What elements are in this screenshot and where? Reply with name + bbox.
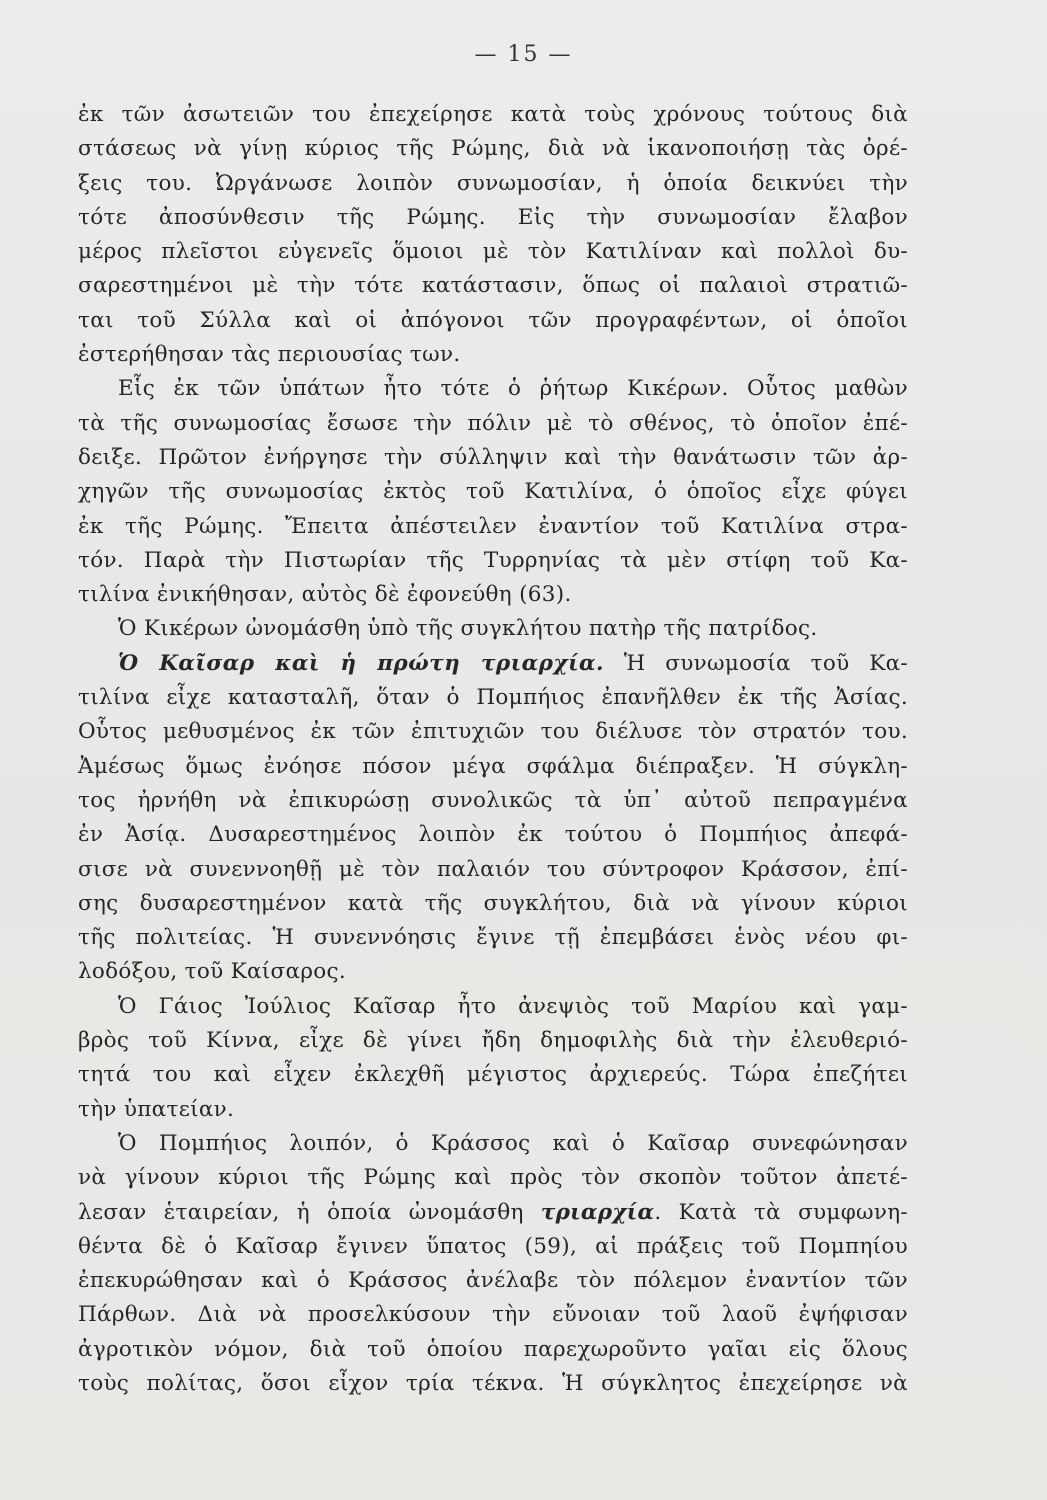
emphasized-term: τριαρχία: [540, 1199, 655, 1225]
text-line: τὴν ὑπατείαν.: [78, 1096, 235, 1122]
text-line: Εἷς ἐκ τῶν ὑπάτων ἦτο τότε ὁ ῥήτωρ Κικέρων. Οὗτος μαθὼν: [118, 376, 908, 402]
body-text: [78, 98, 908, 1401]
text-line: ἐκ τῆς Ρώμης. Ἔπειτα ἀπέστειλεν ἐναντίον τοῦ Κατιλίνα στρα-: [78, 513, 908, 539]
section-heading: Ὁ Καῖσαρ καὶ ἡ πρώτη τριαρχία.: [118, 650, 605, 676]
text-line: ται τοῦ Σύλλα καὶ οἱ ἀπόγονοι τῶν προγραφέντων, οἱ ὁποῖοι: [78, 307, 908, 333]
text-line: τιλίνα εἶχε κατασταλῆ, ὅταν ὁ Πομπήιος ἐπανῆλθεν ἐκ τῆς Ἀσίας.: [78, 685, 908, 711]
text-line: τὰ τῆς συνωμοσίας ἔσωσε τὴν πόλιν μὲ τὸ σθένος, τὸ ὁποῖον ἐπέ-: [78, 410, 908, 436]
text-line: τότε ἀποσύνθεσιν τῆς Ρώμης. Εἰς τὴν συνωμοσίαν ἔλαβον: [78, 204, 908, 230]
text-line: θέντα δὲ ὁ Καῖσαρ ἔγινεν ὕπατος (59), αἱ πράξεις τοῦ Πομπηίου: [78, 1233, 908, 1259]
text-line-with-term: [78, 1196, 908, 1230]
text-line: Ὁ Πομπήιος λοιπόν, ὁ Κράσσος καὶ ὁ Καῖσαρ συνεφώνησαν: [118, 1130, 908, 1156]
text-line: μέρος πλεῖστοι εὐγενεῖς ὅμοιοι μὲ τὸν Κατιλίναν καὶ πολλοὶ δυ-: [78, 239, 908, 265]
text-line: Ὁ Κικέρων ὠνομάσθη ὑπὸ τῆς συγκλήτου πατὴρ τῆς πατρίδος.: [118, 616, 818, 642]
heading-line-text: Ἡ συνωμοσία τοῦ Κα-: [604, 650, 908, 676]
text-line: ἐκ τῶν ἀσωτειῶν του ἐπεχείρησε κατὰ τοὺς χρόνους τούτους διὰ: [78, 102, 908, 127]
text-line: τῆς πολιτείας. Ἡ συνεννόησις ἔγινε τῇ ἐπεμβάσει ἑνὸς νέου φι-: [78, 925, 908, 951]
text-line: δειξε. Πρῶτον ἐνήργησε τὴν σύλληψιν καὶ τὴν θανάτωσιν τῶν ἀρ-: [78, 444, 908, 470]
section-heading-line: [78, 647, 908, 681]
text-line: τοὺς πολίτας, ὅσοι εἶχον τρία τέκνα. Ἡ σύγκλητος ἐπεχείρησε νὰ: [78, 1370, 908, 1396]
text-line: τόν. Παρὰ τὴν Πιστωρίαν τῆς Τυρρηνίας τὰ μὲν στίφη τοῦ Κα-: [78, 547, 908, 573]
text-line: ξεις του. Ὠργάνωσε λοιπὸν συνωμοσίαν, ἡ ὁποία δεικνύει τὴν: [78, 170, 908, 196]
text-line: ἐπεκυρώθησαν καὶ ὁ Κράσσος ἀνέλαβε τὸν πόλεμον ἐναντίον τῶν: [78, 1268, 908, 1294]
text-line: στάσεως νὰ γίνῃ κύριος τῆς Ρώμης, διὰ νὰ ἱκανοποιήσῃ τὰς ὀρέ-: [78, 136, 908, 162]
text-line: λοδόξου, τοῦ Καίσαρος.: [78, 959, 346, 985]
text-line: τητά του καὶ εἶχεν ἐκλεχθῆ μέγιστος ἀρχιερεύς. Τώρα ἐπεζήτει: [78, 1062, 908, 1088]
text-line: χηγῶν τῆς συνωμοσίας ἐκτὸς τοῦ Κατιλίνα, ὁ ὁποῖος εἶχε φύγει: [78, 479, 908, 505]
text-line: σισε νὰ συνεννοηθῇ μὲ τὸν παλαιόν του σύντροφον Κράσσον, ἐπί-: [78, 856, 908, 882]
text-line: τος ἠρνήθη νὰ ἐπικυρώσῃ συνολικῶς τὰ ὑπ᾽ αὐτοῦ πεπραγμένα: [78, 787, 908, 813]
line-text-before-term: λεσαν ἑταιρείαν, ἡ ὁποία ὠνομάσθη: [78, 1199, 524, 1225]
text-line: Ἀμέσως ὅμως ἐνόησε πόσον μέγα σφάλμα διέπραξεν. Ἡ σύγκλη-: [78, 753, 908, 779]
text-line: ἐν Ἀσίᾳ. Δυσαρεστημένος λοιπὸν ἐκ τούτου ὁ Πομπήιος ἀπεφά-: [78, 822, 908, 848]
text-line: Οὗτος μεθυσμένος ἐκ τῶν ἐπιτυχιῶν του διέλυσε τὸν στρατόν του.: [78, 719, 908, 745]
text-line: τιλίνα ἐνικήθησαν, αὐτὸς δὲ ἐφονεύθη (63).: [78, 582, 572, 608]
text-line: Πάρθων. Διὰ νὰ προσελκύσουν τὴν εὔνοιαν τοῦ λαοῦ ἐψήφισαν: [78, 1302, 908, 1328]
text-line: νὰ γίνουν κύριοι τῆς Ρώμης καὶ πρὸς τὸν σκοπὸν τοῦτον ἀπετέ-: [78, 1165, 908, 1191]
page-number: — 15 —: [474, 42, 573, 67]
text-line: βρὸς τοῦ Κίννα, εἶχε δὲ γίνει ἤδη δημοφιλὴς διὰ τὴν ἐλευθεριό-: [78, 1028, 908, 1054]
text-line: ἐστερήθησαν τὰς περιουσίας των.: [78, 342, 461, 368]
line-text-after-term: . Κατὰ τὰ συμφωνη-: [654, 1199, 908, 1225]
text-line: σης δυσαρεστημένον κατὰ τῆς συγκλήτου, διὰ νὰ γίνουν κύριοι: [78, 890, 908, 916]
text-line: Ὁ Γάιος Ἰούλιος Καῖσαρ ἦτο ἀνεψιὸς τοῦ Μαρίου καὶ γαμ-: [118, 993, 908, 1019]
text-line: ἀγροτικὸν νόμον, διὰ τοῦ ὁποίου παρεχωροῦντο γαῖαι εἰς ὅλους: [78, 1336, 908, 1362]
text-line: σαρεστημένοι μὲ τὴν τότε κατάστασιν, ὅπως οἱ παλαιοὶ στρατιῶ-: [78, 273, 908, 299]
